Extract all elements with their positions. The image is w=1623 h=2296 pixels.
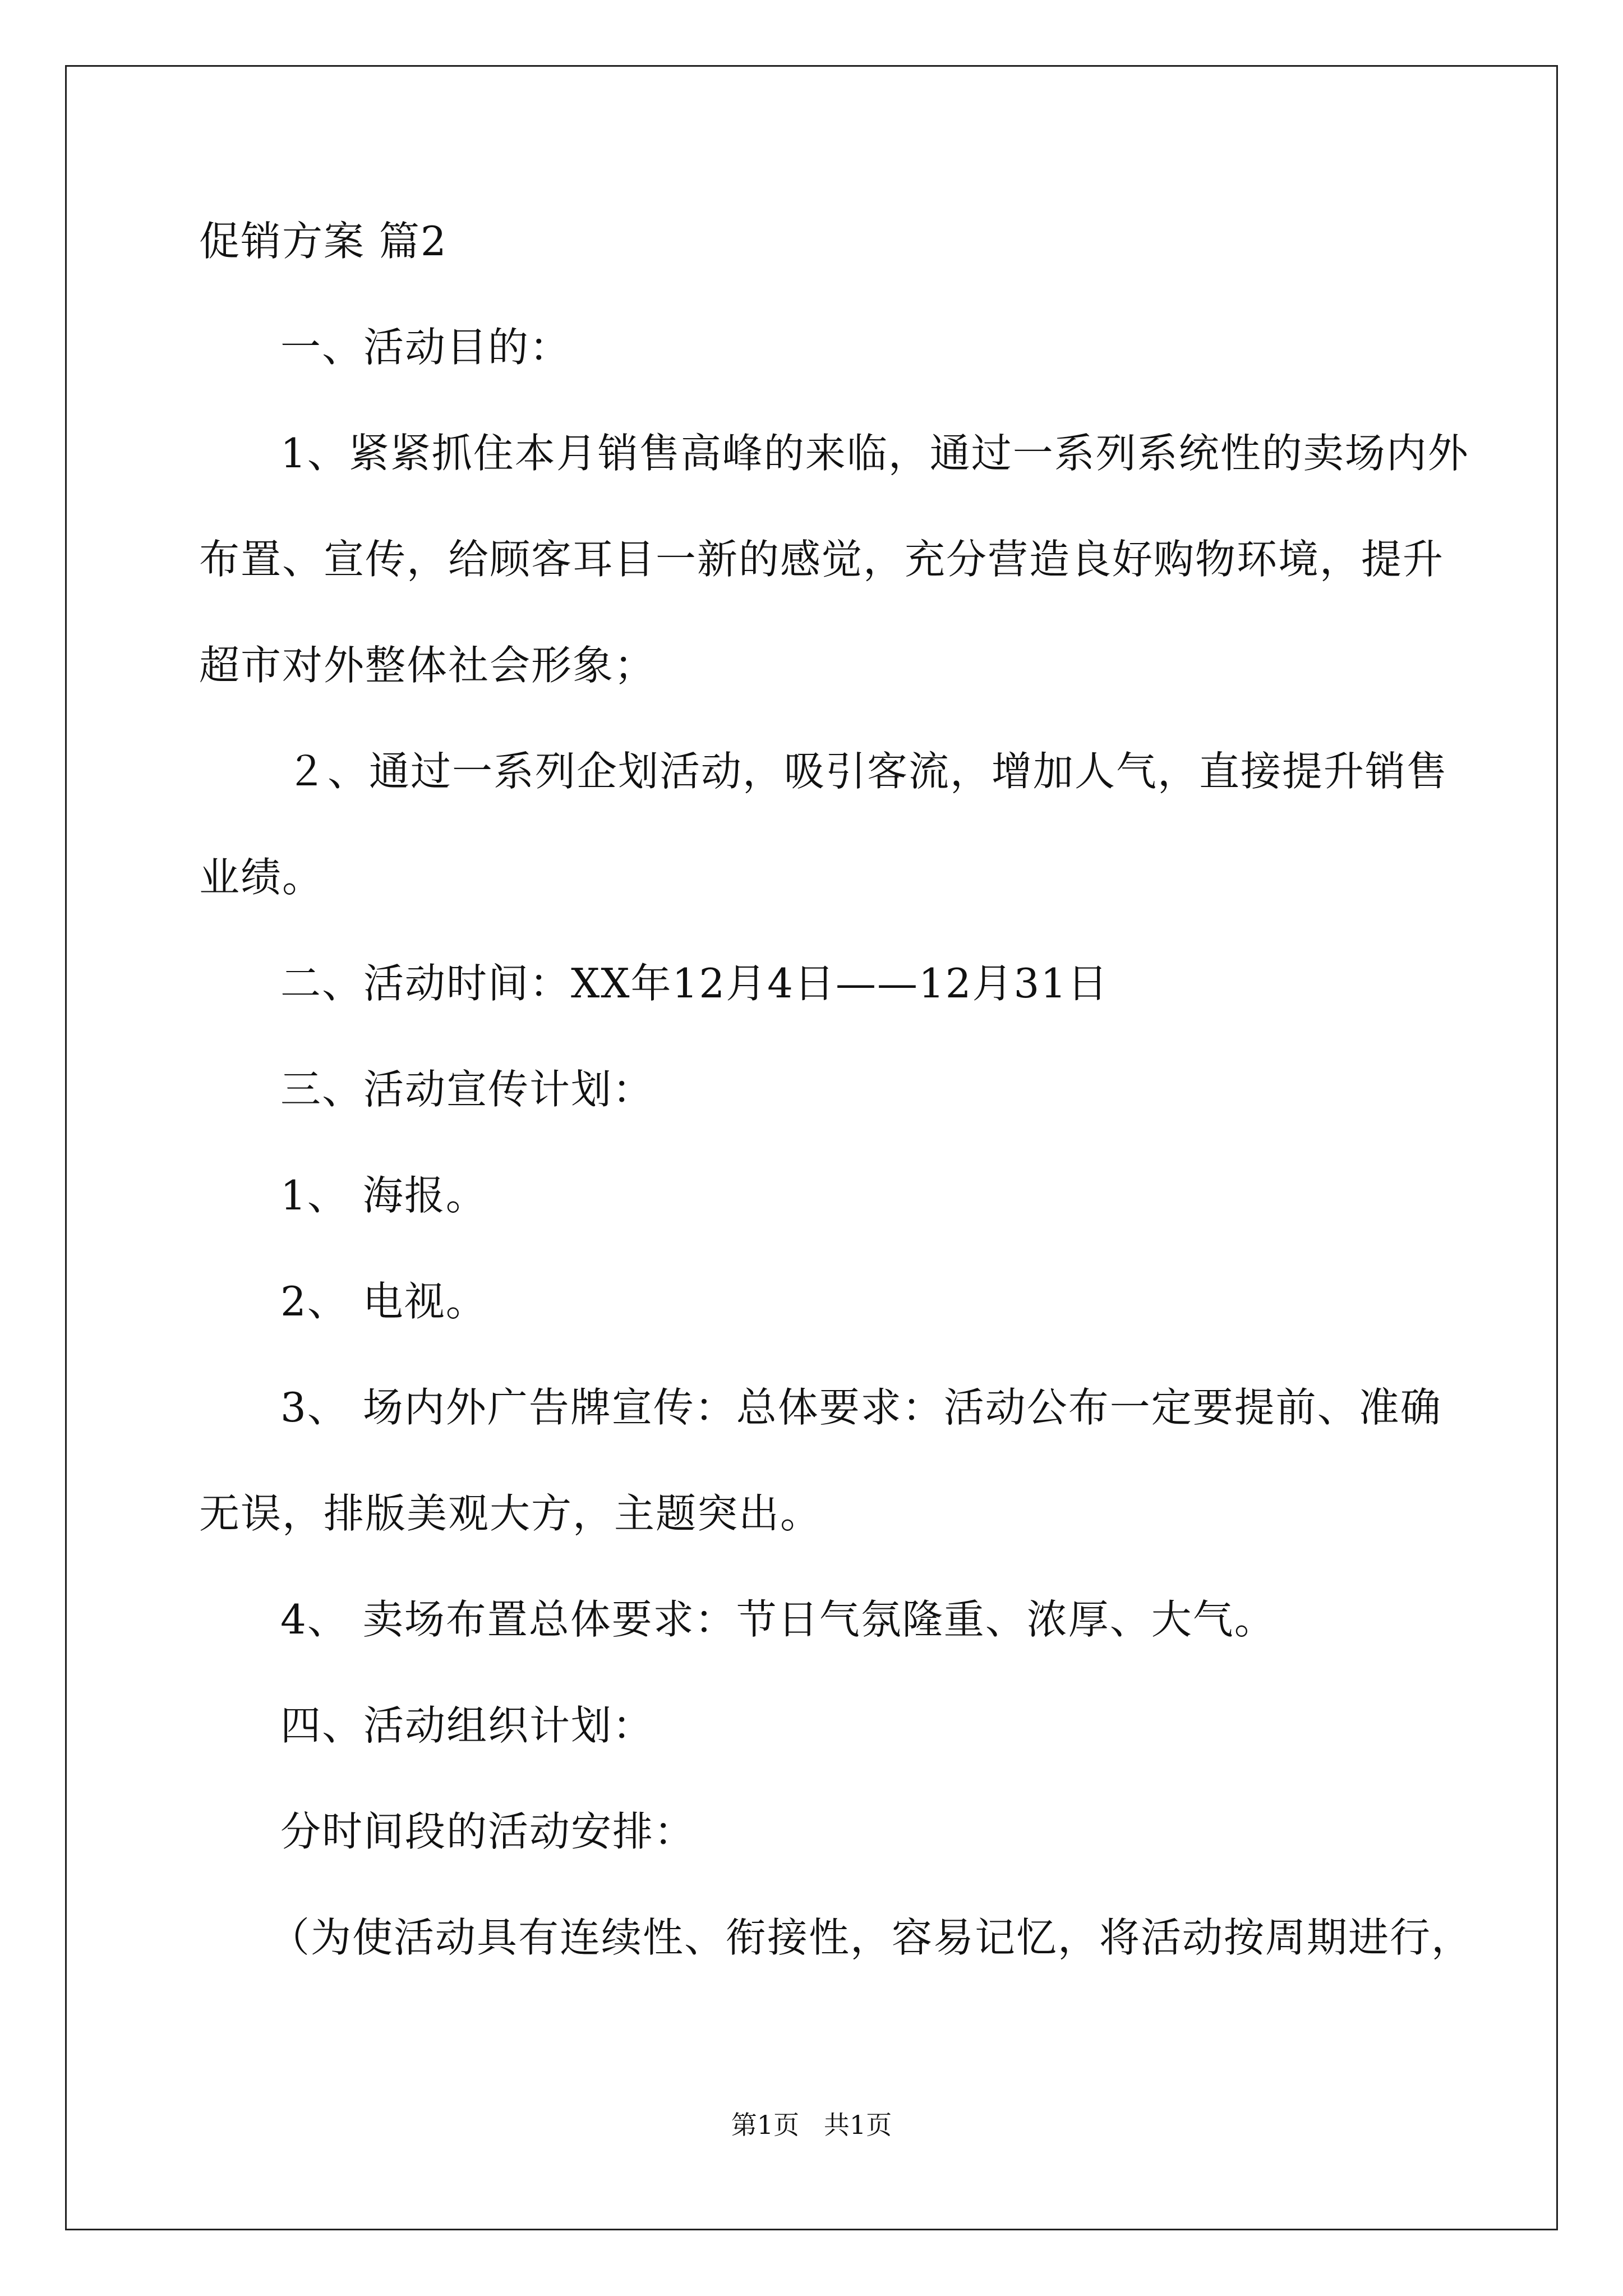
paragraph-line: 超市对外整体社会形象； bbox=[199, 642, 656, 689]
page-footer: 第1页 共1页 bbox=[731, 2110, 892, 2140]
list-item: 1、 海报。 bbox=[280, 1172, 487, 1219]
document-heading: 促销方案 篇2 bbox=[199, 218, 448, 265]
paragraph-line: ２、通过一系列企划活动，吸引客流，增加人气，直接提升销售 bbox=[286, 748, 1449, 795]
section-heading-purpose: 一、活动目的： bbox=[280, 324, 571, 371]
list-item: 4、 卖场布置总体要求：节日气氛隆重、浓厚、大气。 bbox=[280, 1596, 1276, 1643]
paragraph-line: 无误，排版美观大方，主题突出。 bbox=[199, 1490, 822, 1537]
paragraph-line: 业绩。 bbox=[199, 854, 324, 901]
list-item: 2、 电视。 bbox=[280, 1278, 487, 1325]
section-heading-organization: 四、活动组织计划： bbox=[280, 1702, 654, 1749]
paragraph-line: 布置、宣传，给顾客耳目一新的感觉，充分营造良好购物环境，提升 bbox=[199, 536, 1445, 583]
section-heading-time: 二、活动时间：XX年12月4日——12月31日 bbox=[280, 960, 1109, 1007]
list-item: 3、 场内外广告牌宣传：总体要求：活动公布一定要提前、准确 bbox=[280, 1384, 1442, 1431]
paragraph-line: （为使活动具有连续性、衔接性，容易记忆，将活动按周期进行， bbox=[269, 1914, 1473, 1961]
paragraph-line: 分时间段的活动安排： bbox=[280, 1808, 696, 1855]
page-border bbox=[65, 65, 1558, 2230]
section-heading-promotion: 三、活动宣传计划： bbox=[280, 1066, 654, 1113]
paragraph-line: 1、紧紧抓住本月销售高峰的来临，通过一系列系统性的卖场内外 bbox=[280, 430, 1469, 477]
